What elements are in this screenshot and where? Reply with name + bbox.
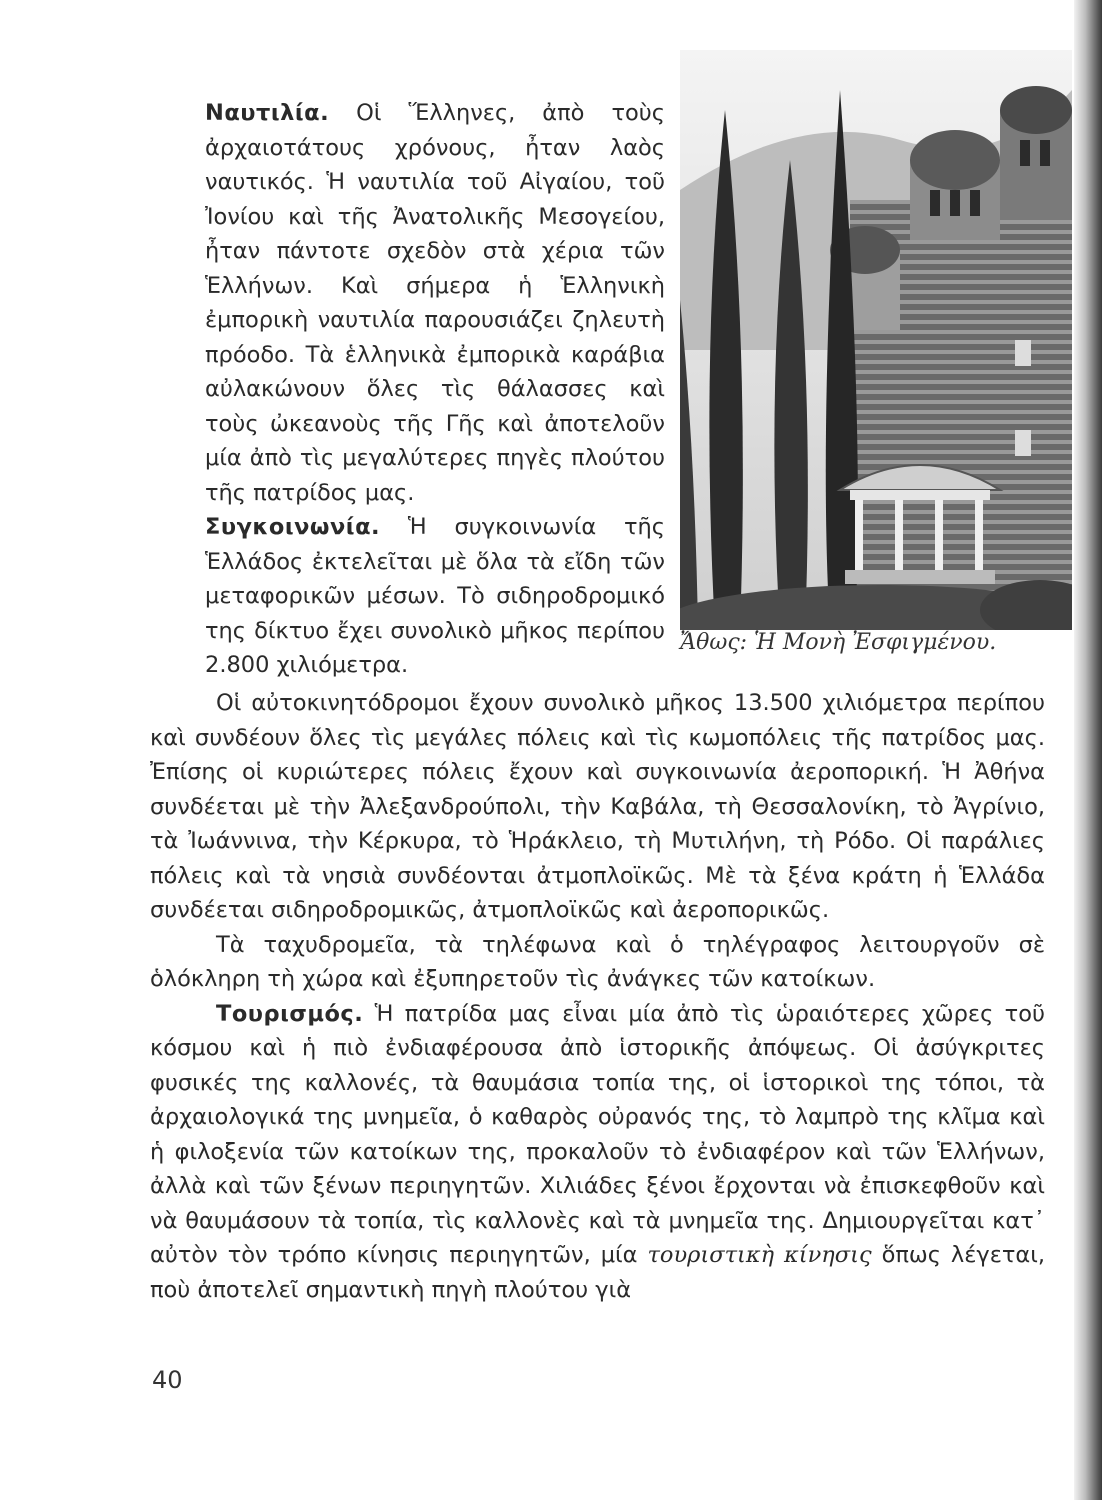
paragraph-synkoinonia [205,510,665,683]
italic-term: τουριστικὴ κίνησις [647,1242,872,1268]
paragraph-nautilia [205,96,665,510]
paragraph-roads: Οἱ αὐτοκινητόδρομοι ἔχουν συνολικὸ μῆκος 13.500 χιλιόμετρα περίπου καὶ συνδέουν ὅλες τὶς μεγάλες πόλεις καὶ τὶς κωμοπόλεις τῆς πατρίδος μας. Ἐπίσης οἱ κυριώτερες πόλεις ἔχουν καὶ συγκοινωνία ἀεροπορική. Ἡ Ἀθήνα συνδέεται μὲ τὴν Ἀλεξανδρούπολι, τὴν Καβάλα, τὴ Θεσσαλονίκη, τὸ Ἀγρίνιο, τὰ Ἰωάννινα, τὴν Κέρκυρα, τὸ Ἡράκλειο, τὴ Μυτιλήνη, τὴ Ρόδο. Οἱ παράλιες πόλεις καὶ τὰ νησιὰ συνδέονται ἀτμοπλοϊκῶς. Μὲ τὰ ξένα κράτη ἡ Ἑλλάδα συνδέεται σιδηροδρομικῶς, ἀτμοπλοϊκῶς καὶ ἀεροπορικῶς. [150,690,1045,923]
text-synkoinonia: Ἡ συγκοινωνία τῆς Ἑλλάδος ἐκτελεῖται μὲ ὅλα τὰ εἴδη τῶν μεταφορικῶν μέσων. Τὸ σιδηροδρομικό της δίκτυο ἔχει συνολικὸ μῆκος περίπου 2.800 χιλιόμετρα. [205,514,665,678]
photo-caption: Ἄθως: Ἡ Μονὴ Ἐσφιγμένου. [680,630,997,655]
full-width-text [150,686,1045,1307]
paragraph-tourismos [150,997,1045,1308]
heading-synkoinonia: Συγκοινωνία. [205,514,381,540]
text-nautilia: Οἱ Ἕλληνες, ἀπὸ τοὺς ἀρχαιοτάτους χρόνους, ἦταν λαὸς ναυτικός. Ἡ ναυτιλία τοῦ Αἰγαίου, τοῦ Ἰονίου καὶ τῆς Ἀνατολικῆς Μεσογείου, ἦταν πάντοτε σχεδὸν στὰ χέρια τῶν Ἑλλήνων. Καὶ σήμερα ἡ Ἑλληνικὴ ἐμπορικὴ ναυτιλία παρουσιάζει ζηλευτὴ πρόοδο. Τὰ ἑλληνικὰ ἐμπορικὰ καράβια αὐλακώνουν ὅλες τὶς θάλασσες καὶ τοὺς ὠκεανοὺς τῆς Γῆς καὶ ἀποτελοῦν μία ἀπὸ τὶς μεγαλύτερες πηγὲς πλούτου τῆς πατρίδος μας. [205,100,665,506]
text-tourismos-end: ὅπως λέγεται, ποὺ ἀποτελεῖ σημαντικὴ πηγὴ πλούτου γιὰ [150,1242,1045,1303]
athos-monastery-photo [680,50,1072,630]
scan-edge-shadow [1074,0,1102,1500]
heading-nautilia: Ναυτιλία. [205,100,330,126]
left-column-text [205,96,665,683]
text-tourismos: Ἡ πατρίδα μας εἶναι μία ἀπὸ τὶς ὡραιότερες χῶρες τοῦ κόσμου καὶ ἡ πιὸ ἐνδιαφέρουσα ἀπὸ ἱστορικῆς ἀπόψεως. Οἱ ἀσύγκριτες φυσικές της καλλονές, τὰ θαυμάσια τοπία της, οἱ ἱστορικοὶ της τόποι, τὰ ἀρχαιολογικά της μνημεῖα, ὁ καθαρὸς οὐρανός της, τὸ λαμπρὸ της κλῖμα καὶ ἡ φιλοξενία τῶν κατοίκων της, προκαλοῦν τὸ ἐνδιαφέρον καὶ τῶν Ἑλλήνων, ἀλλὰ καὶ τῶν ξένων περιηγητῶν. Χιλιάδες ξένοι ἔρχονται νὰ ἐπισκεφθοῦν καὶ νὰ θαυμάσουν τὰ τοπία, τὶς καλλονὲς καὶ τὰ μνημεῖα της. Δημιουργεῖται κατ᾽ αὐτὸν τὸν τρόπο κίνησις περιηγητῶν, μία [150,1000,1045,1268]
page-number: 40 [152,1366,183,1394]
monastery-illustration [680,50,1072,630]
paragraph-post: Τὰ ταχυδρομεῖα, τὰ τηλέφωνα καὶ ὁ τηλέγραφος λειτουργοῦν σὲ ὁλόκληρη τὴ χώρα καὶ ἐξυπηρετοῦν τὶς ἀνάγκες τῶν κατοίκων. [150,931,1045,992]
heading-tourismos: Τουρισμός. [216,1000,364,1027]
